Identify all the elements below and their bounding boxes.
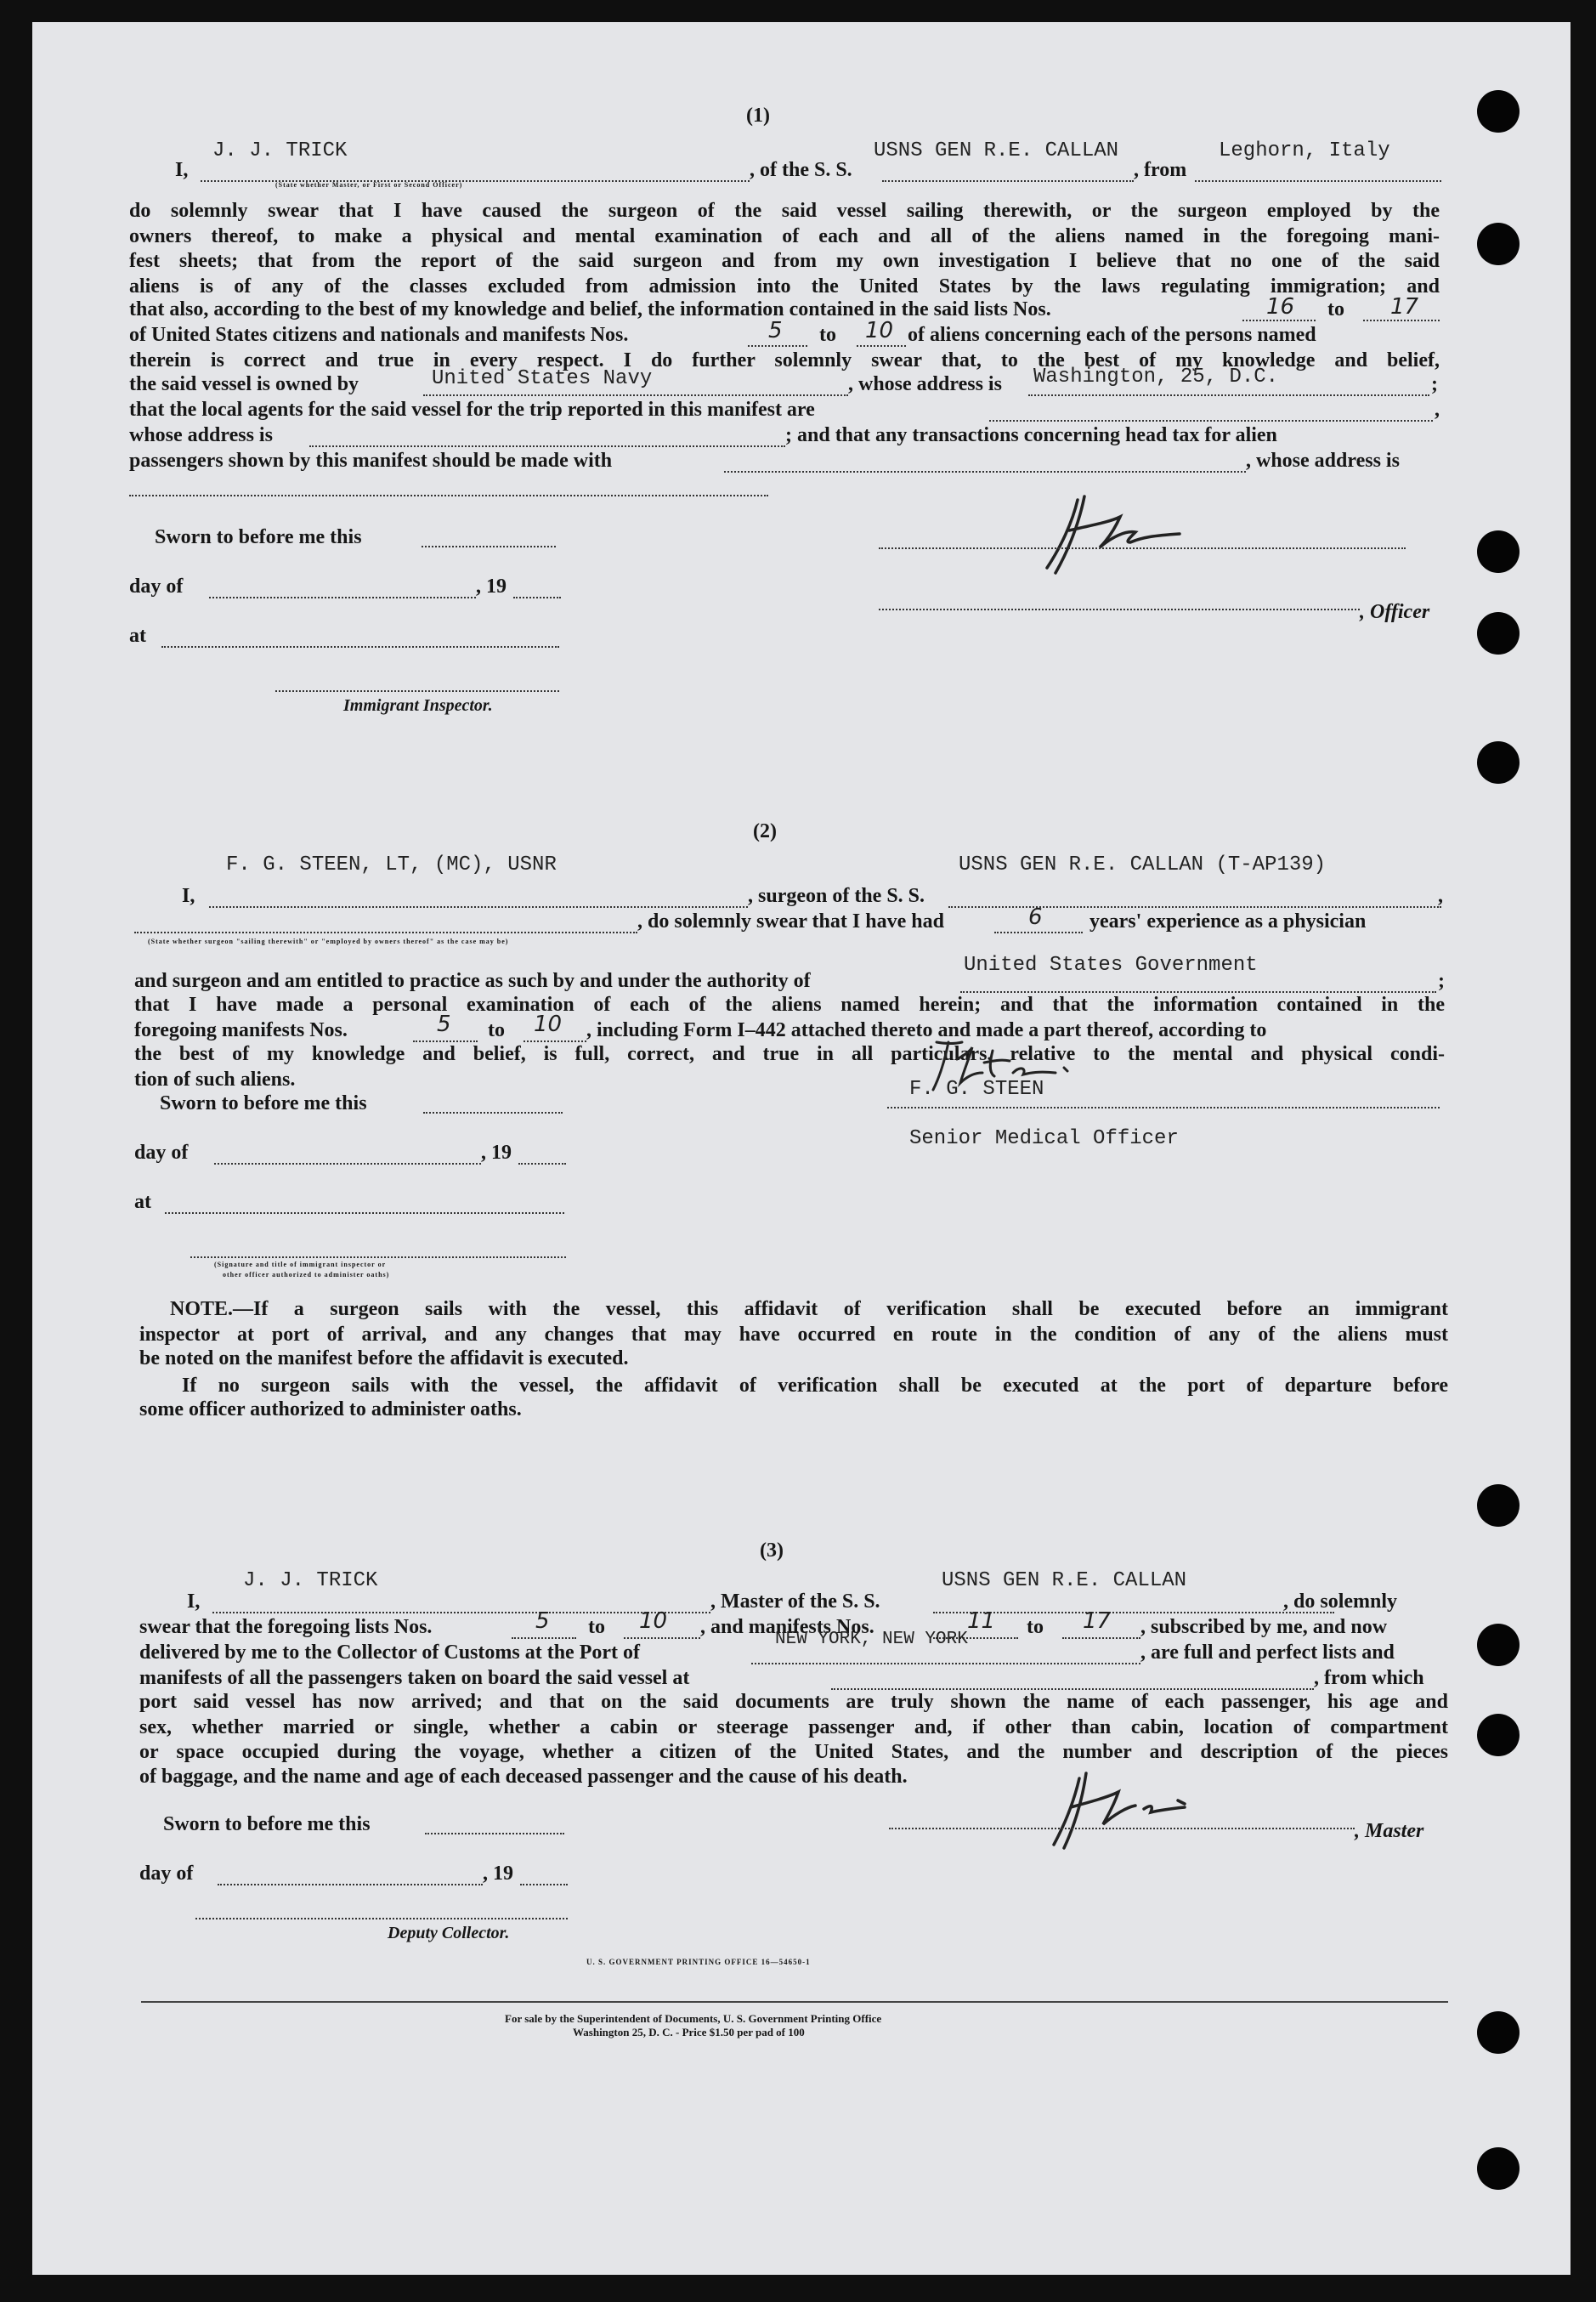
master-name-line (212, 1612, 710, 1613)
vessel-name: USNS GEN R.E. CALLAN (T-AP139) (959, 853, 1327, 876)
lists-to-line (624, 1637, 700, 1639)
manifests-from: 5 (768, 318, 783, 343)
whose-address-end: , whose address is (1246, 450, 1400, 472)
inspector-caption-2: other officer authorized to administer oaths) (223, 1271, 390, 1279)
sale-line-1: For sale by the Superintendent of Documents, U. S. Government Printing Office (505, 2012, 882, 2025)
paragraph-line: therein is correct and true in every respect. I do further solemnly swear that, to the best of my knowledge and belief, (129, 349, 1440, 371)
year-line (520, 1884, 568, 1885)
from-label: , from (1134, 159, 1187, 181)
inspector-caption: Immigrant Inspector. (343, 696, 493, 715)
manifests-from: 11 (967, 1608, 996, 1634)
master-label: , Master (1355, 1820, 1424, 1842)
footer-rule (141, 2001, 1448, 2003)
lists-from: 16 (1266, 294, 1295, 320)
owned-label: the said vessel is owned by (129, 373, 359, 395)
paragraph-line: sex, whether married or single, whether a cabin or steerage passenger and, if other than cabin, location of compartment (139, 1715, 1448, 1738)
printing-office-imprint: U. S. GOVERNMENT PRINTING OFFICE 16—54650-1 (586, 1958, 811, 1966)
master-signature (1035, 1763, 1239, 1865)
surgeon-name: F. G. STEEN, LT, (MC), USNR (226, 853, 557, 876)
day-of-label: day of (139, 1863, 194, 1885)
sale-line-2: Washington 25, D. C. - Price $1.50 per pad of 100 (573, 2026, 805, 2038)
master-name: J. J. TRICK (243, 1569, 378, 1592)
solemnly-label: , do solemnly (1283, 1590, 1398, 1613)
year-label: , 19 (481, 1142, 512, 1164)
manifests-on-board-label: manifests of all the passengers taken on board the said vessel at (139, 1667, 690, 1689)
sworn-line (425, 1833, 564, 1834)
vessel-name: USNS GEN R.E. CALLAN (874, 139, 1119, 162)
surgeon-of-label: , surgeon of the S. S. (748, 885, 925, 907)
owner: United States Navy (432, 367, 653, 390)
comma: , (1438, 885, 1443, 907)
paragraph-line: the best of my knowledge and belief, is full, correct, and true in all particulars, relative to the mental and physical condi- (134, 1043, 1445, 1065)
day-line (218, 1884, 483, 1885)
sworn-label: Sworn to before me this (163, 1813, 371, 1835)
of-ss-label: , of the S. S. (750, 159, 852, 181)
manifests-post: , including Form I–442 attached thereto and made a part thereof, according to (586, 1019, 1267, 1041)
lists-text: that also, according to the best of my knowledge and belief, the information contained in the said lists Nos. (129, 298, 1051, 320)
at-label: at (129, 625, 146, 647)
manifests-to: 10 (865, 318, 894, 343)
whose-address-label: , whose address is (848, 373, 1002, 395)
full-perfect-label: , are full and perfect lists and (1140, 1641, 1395, 1664)
lists-to: 10 (639, 1608, 668, 1634)
last-line: of baggage, and the name and age of each deceased passenger and the cause of his death. (139, 1766, 908, 1788)
to-label: to (488, 1019, 505, 1041)
from-which-label: , from which (1314, 1667, 1424, 1689)
note-line: be noted on the manifest before the affidavit is executed. (139, 1347, 629, 1369)
paragraph-line: or space occupied during the voyage, whether a citizen of the United States, and the number and description of the pieces (139, 1741, 1448, 1763)
collector-signature-line (195, 1918, 568, 1919)
to-label: to (1027, 1616, 1044, 1638)
paragraph-line: that I have made a personal examination of each of the aliens named herein; and that the information contained in the (134, 994, 1445, 1016)
sworn-label: Sworn to before me this (160, 1092, 367, 1114)
section-number: (2) (753, 820, 777, 842)
manifests-to: 10 (534, 1012, 563, 1037)
paragraph-line: port said vessel has now arrived; and that on the said documents are truly shown the name of each passenger, his age and (139, 1691, 1448, 1713)
lists-from: 5 (535, 1608, 550, 1634)
agent-address-label: whose address is (129, 424, 273, 446)
to-label: to (588, 1616, 605, 1638)
section-3-master-delivery-oath (32, 22, 1571, 2275)
surgeon-title: Senior Medical Officer (909, 1127, 1179, 1150)
subscribed-label: , subscribed by me, and now (1140, 1616, 1388, 1638)
officer-label: , Officer (1360, 601, 1430, 623)
port-line (751, 1663, 1140, 1664)
at-label: at (134, 1191, 151, 1213)
officer-caption: (State whether Master, or First or Second Officer) (275, 181, 463, 189)
i-label: I, (175, 159, 189, 181)
manifests-to: 17 (1083, 1608, 1112, 1634)
note-line: some officer authorized to administer oaths. (139, 1398, 522, 1420)
master-of-label: , Master of the S. S. (710, 1590, 880, 1613)
manifests-to-line (1062, 1637, 1140, 1639)
swear-label: swear that the foregoing lists Nos. (139, 1616, 433, 1638)
day-of-label: day of (134, 1142, 189, 1164)
solemnly-label: , do solemnly swear that I have had (637, 910, 944, 933)
to-label: to (1327, 298, 1344, 320)
manifests-post: of aliens concerning each of the persons named (908, 324, 1316, 346)
sworn-label: Sworn to before me this (155, 526, 362, 548)
delivered-label: delivered by me to the Collector of Customs at the Port of (139, 1641, 640, 1664)
and-manifests-label: , and manifests Nos. (700, 1616, 874, 1638)
i-label: I, (187, 1590, 201, 1613)
paragraph-line: fest sheets; that from the report of the said surgeon and from my own investigation I believe that no one of the said (129, 250, 1440, 272)
port: NEW YORK, NEW YORK (775, 1630, 968, 1649)
collector-caption: Deputy Collector. (388, 1924, 510, 1942)
manifest-affidavit-page (32, 22, 1571, 2275)
passengers-label: passengers shown by this manifest should be made with (129, 450, 613, 472)
port-from: Leghorn, Italy (1219, 139, 1390, 162)
years-post: years' experience as a physician (1089, 910, 1367, 933)
comma: , (1435, 399, 1440, 421)
authority: United States Government (964, 954, 1258, 977)
surgeon-caption: (State whether surgeon "sailing therewith" or "employed by owners thereof" as the case may be) (148, 938, 509, 945)
years-experience: 6 (1028, 904, 1043, 930)
inspector-caption-1: (Signature and title of immigrant inspector or (214, 1261, 387, 1268)
paragraph-line: inspector at port of arrival, and any changes that may have occurred en route in the condition of any of the aliens must (139, 1324, 1448, 1346)
surgeon-typed-name: F. G. STEEN (909, 1078, 1044, 1101)
paragraph-line: If no surgeon sails with the vessel, the affidavit of verification shall be executed at the port of departure before (182, 1375, 1448, 1397)
lists-from-line (512, 1637, 576, 1639)
section-number: (3) (760, 1539, 784, 1562)
semicolon: ; (1431, 373, 1438, 395)
agents-label: that the local agents for the said vessel for the trip reported in this manifest are (129, 399, 815, 421)
semicolon: ; (1438, 970, 1445, 992)
manifests-from: 5 (437, 1012, 451, 1037)
owner-address: Washington, 25, D.C. (1033, 366, 1279, 388)
year-label: , 19 (476, 576, 507, 598)
year-label: , 19 (483, 1863, 513, 1885)
i-label: I, (182, 885, 195, 907)
officer-name: J. J. TRICK (212, 139, 348, 162)
manifests-label: foregoing manifests Nos. (134, 1019, 348, 1041)
manifests-text: of United States citizens and nationals and manifests Nos. (129, 324, 629, 346)
master-signature-line (889, 1828, 1355, 1829)
paragraph-line: aliens is of any of the classes excluded from admission into the United States by the laws regulating immigration; and (129, 275, 1440, 298)
to-label: to (819, 324, 836, 346)
lists-to: 17 (1390, 294, 1419, 320)
aliens-line: tion of such aliens. (134, 1069, 296, 1091)
delivery-paragraph (139, 1690, 1448, 1766)
paragraph-line: owners thereof, to make a physical and mental examination of each and all of the aliens named in the foregoing mani- (129, 224, 1440, 247)
section-number: (1) (746, 105, 770, 127)
vessel-name: USNS GEN R.E. CALLAN (942, 1569, 1187, 1592)
paragraph-line: do solemnly swear that I have caused the surgeon of the said vessel sailing therewith, or the surgeon employed by the (129, 200, 1440, 222)
authority-label: and surgeon and am entitled to practice as such by and under the authority of (134, 970, 811, 992)
head-tax-text: ; and that any transactions concerning head tax for alien (785, 424, 1277, 446)
paragraph-line: NOTE.—If a surgeon sails with the vessel, this affidavit of verification shall be executed before an immigrant (170, 1298, 1448, 1320)
day-of-label: day of (129, 576, 184, 598)
